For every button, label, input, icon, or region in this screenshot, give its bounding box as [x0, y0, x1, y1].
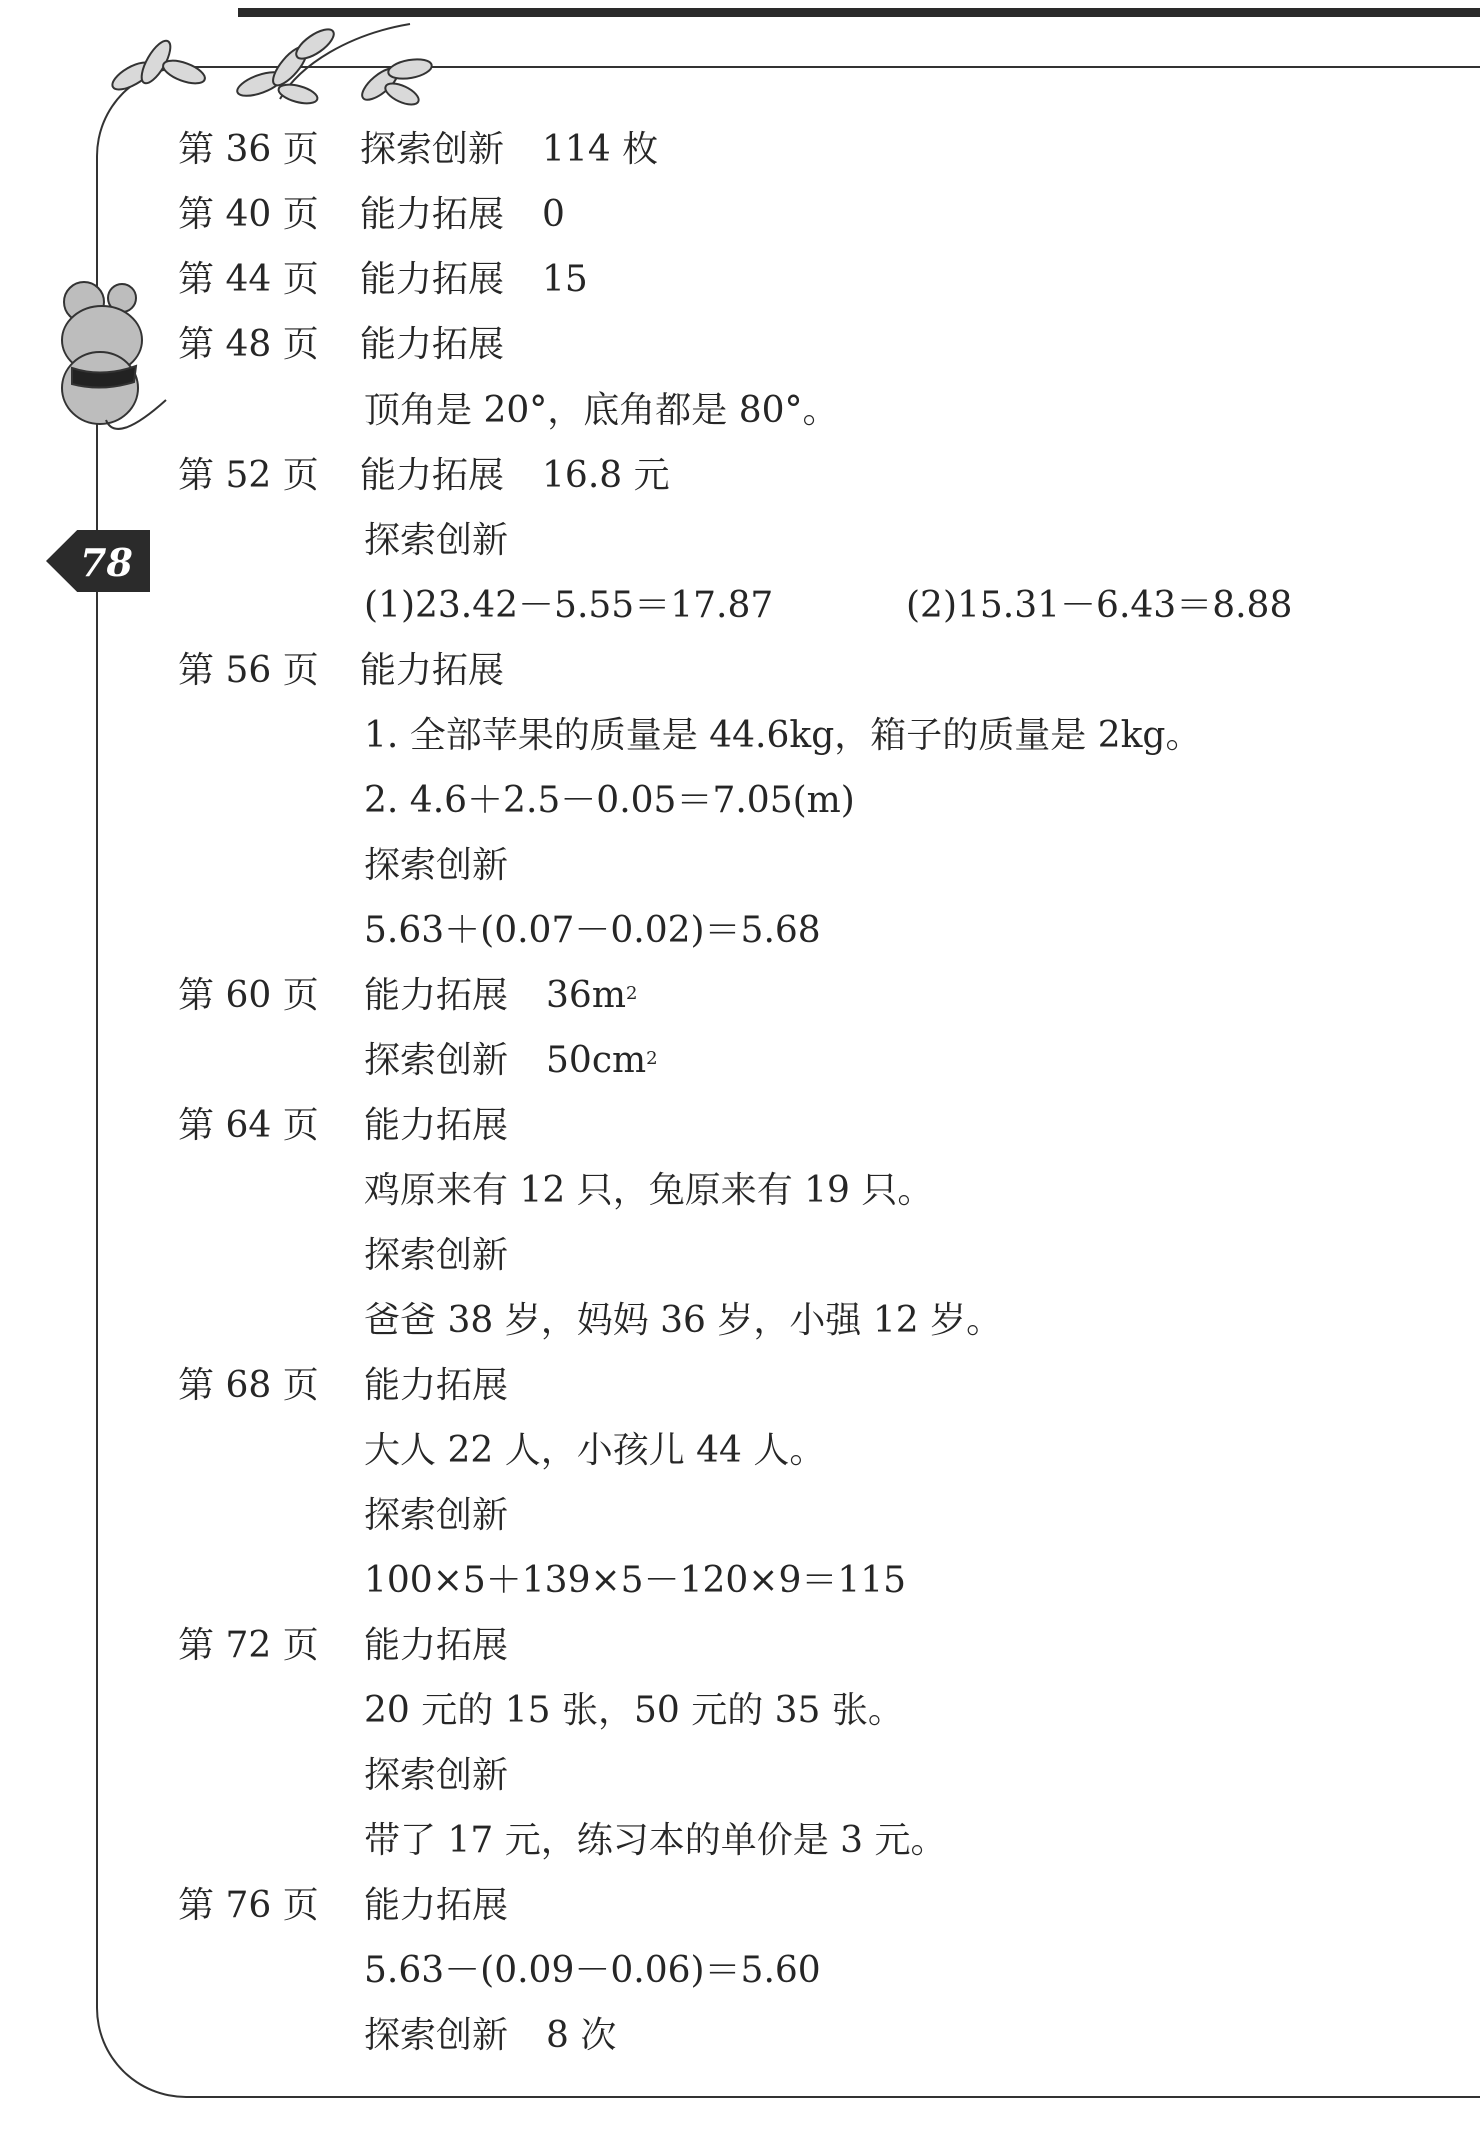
answer-text-2: (2)15.31－6.43＝8.88 [906, 585, 1293, 626]
answer-text: 20 元的 15 张，50 元的 35 张。 [364, 1690, 904, 1731]
page-ref: 第 64 页 [178, 1105, 319, 1146]
section-label: 探索创新 [364, 1495, 509, 1536]
section-label: 能力拓展 [360, 324, 505, 365]
section-label: 能力拓展 [364, 1365, 509, 1406]
answer-text: 5.63－(0.09－0.06)＝5.60 [364, 1950, 821, 1991]
answer-text: 爸爸 38 岁，妈妈 36 岁，小强 12 岁。 [364, 1300, 1003, 1341]
leaf-decoration [110, 14, 470, 110]
page-ref: 第 72 页 [178, 1625, 319, 1666]
answer-value: 8 次 [546, 2015, 617, 2056]
answer-text: 1. 全部苹果的质量是 44.6kg，箱子的质量是 2kg。 [364, 715, 1202, 756]
answer-text: 5.63＋(0.07－0.02)＝5.68 [364, 910, 821, 951]
answer-text: 2. 4.6＋2.5－0.05＝7.05(m) [364, 780, 855, 821]
answer-value: 114 枚 [542, 129, 659, 170]
section-label: 能力拓展 [364, 1105, 509, 1146]
section-label: 能力拓展 [360, 650, 505, 691]
mouse-illustration [36, 280, 176, 450]
answer-text: (1)23.42－5.55＝17.87 [364, 585, 774, 626]
page-ref: 第 52 页 [178, 455, 319, 496]
section-label: 能力拓展 0 [360, 194, 565, 235]
section-label: 能力拓展 16.8 元 [360, 455, 670, 496]
answer-value: $50cm^2$ [546, 1040, 658, 1081]
section-label: 探索创新 [364, 1755, 509, 1796]
page-ref: 第 76 页 [178, 1885, 319, 1926]
page-ref: 第 48 页 [178, 324, 319, 365]
section-label: 能力拓展 15 [360, 259, 588, 300]
answer-value: $36m^2$ [546, 975, 638, 1016]
page-ref: 第 40 页 [178, 194, 319, 235]
page-ref: 第 68 页 [178, 1365, 319, 1406]
section-label: 探索创新 $50cm^2$ [364, 1040, 658, 1081]
answer-value: 15 [542, 259, 588, 300]
answer-text: 鸡原来有 12 只，兔原来有 19 只。 [364, 1170, 934, 1211]
section-label: 探索创新 [364, 1235, 509, 1276]
answer-text: 大人 22 人，小孩儿 44 人。 [364, 1430, 826, 1471]
answer-value: 0 [542, 194, 565, 235]
section-label: 探索创新 [364, 520, 509, 561]
answer-text: 带了 17 元，练习本的单价是 3 元。 [364, 1820, 947, 1861]
section-label: 探索创新 8 次 [364, 2015, 617, 2056]
answer-value: 16.8 元 [542, 455, 670, 496]
answer-text: 100×5＋139×5－120×9＝115 [364, 1560, 907, 1601]
answer-text: 顶角是 20°，底角都是 80°。 [364, 390, 839, 431]
section-label: 能力拓展 $36m^2$ [364, 975, 638, 1016]
page-ref: 第 44 页 [178, 259, 319, 300]
page-ref: 第 56 页 [178, 650, 319, 691]
section-label: 能力拓展 [364, 1885, 509, 1926]
section-label: 探索创新 [364, 845, 509, 886]
page-ref: 第 60 页 [178, 975, 319, 1016]
page-number: 78 [80, 540, 133, 585]
page-frame [96, 66, 1480, 2098]
section-label: 能力拓展 [364, 1625, 509, 1666]
section-label: 探索创新 114 枚 [360, 129, 659, 170]
page-ref: 第 36 页 [178, 129, 319, 170]
